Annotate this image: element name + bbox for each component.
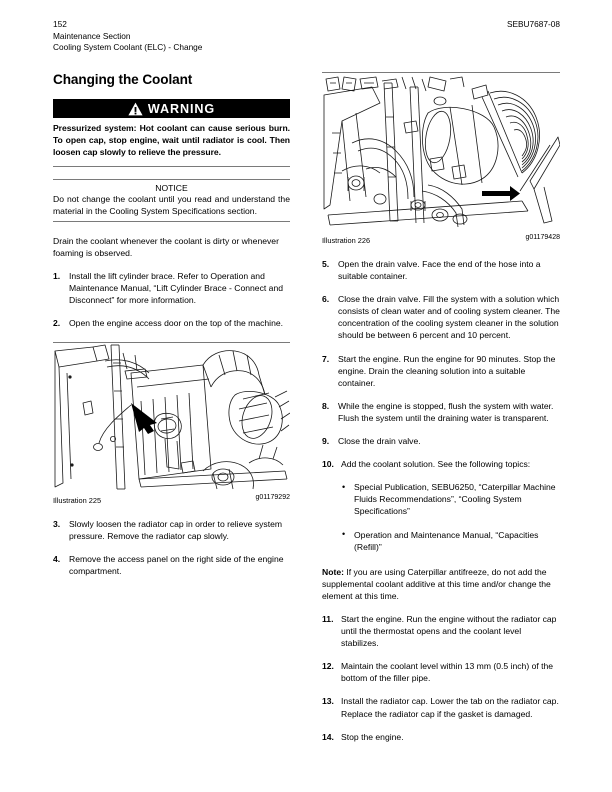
step-number: 10. bbox=[322, 459, 334, 470]
step-text: Stop the engine. bbox=[341, 731, 404, 742]
step-text: Slowly loosen the radiator cap in order to relieve system pressure. Remove the radiator cap slowly. bbox=[69, 519, 283, 542]
step-3 bbox=[53, 518, 290, 542]
step-text: Open the drain valve. Face the end of the hose into a suitable container. bbox=[338, 259, 541, 282]
step-14 bbox=[322, 731, 560, 743]
step-text: Remove the access panel on the right side of the engine compartment. bbox=[69, 554, 284, 577]
step-text: While the engine is stopped, flush the system with water. Flush the system until the draining water is transparent. bbox=[338, 400, 554, 423]
bullet-text: Operation and Maintenance Manual, “Capacities (Refill)” bbox=[354, 529, 539, 552]
step-number: 14. bbox=[322, 731, 334, 742]
step-text: Maintain the coolant level within 13 mm (0.5 inch) of the bottom of the filler pipe. bbox=[341, 661, 554, 684]
step-number: 9. bbox=[322, 436, 330, 447]
bullet-text: Special Publication, SEBU6250, “Caterpillar Machine Fluids Recommendations”, “Cooling System Specifications” bbox=[354, 482, 556, 517]
notice-divider-top bbox=[53, 179, 290, 180]
step-number: 2. bbox=[53, 318, 61, 328]
illustration-225-image bbox=[53, 343, 290, 491]
warning-triangle-icon bbox=[128, 102, 143, 116]
step-text: Install the lift cylinder brace. Refer to Operation and Maintenance Manual, “Lift Cylinder Brace - Connect and Disconnect” for more information. bbox=[69, 270, 284, 305]
step-text: Open the engine access door on the top of the machine. bbox=[69, 318, 284, 328]
intro-paragraph: Drain the coolant whenever the coolant is dirty or whenever foaming is observed. bbox=[53, 235, 279, 258]
step-text: Start the engine. Run the engine for 90 minutes. Stop the engine. Drain the cleaning solution into a suitable container. bbox=[338, 353, 556, 388]
step-7 bbox=[322, 353, 560, 389]
illustration-label: Illustration 225 bbox=[53, 496, 102, 506]
warning-label: WARNING bbox=[147, 101, 216, 116]
step-text: Start the engine. Run the engine without the radiator cap until the thermostat opens and the coolant level stabilizes. bbox=[341, 613, 557, 649]
warning-block bbox=[53, 99, 290, 167]
step-9 bbox=[322, 435, 560, 447]
step-number: 5. bbox=[322, 259, 330, 269]
step-1 bbox=[53, 270, 290, 306]
note-label: Note: bbox=[322, 566, 344, 577]
illustration-label: Illustration 226 bbox=[322, 236, 371, 245]
page-header bbox=[53, 19, 560, 61]
step-text: Add the coolant solution. See the following topics: bbox=[341, 459, 531, 470]
step-number: 7. bbox=[322, 353, 330, 364]
header-subsection: Cooling System Coolant (ELC) - Change bbox=[53, 42, 203, 53]
left-column bbox=[53, 72, 290, 577]
step-number: 6. bbox=[322, 294, 330, 305]
illustration-graphic-id: g01179428 bbox=[525, 234, 560, 241]
step-12 bbox=[322, 660, 560, 684]
step-11 bbox=[322, 613, 560, 649]
warning-text: Pressurized system: Hot coolant can cause serious burn. To open cap, stop engine, wait until radiator is cool. Then loosen cap slowly to relieve the pressure. bbox=[53, 123, 290, 157]
step-text: Close the drain valve. bbox=[338, 436, 421, 447]
illustration-225-caption bbox=[53, 494, 290, 507]
step-number: 11. bbox=[322, 613, 334, 624]
note-text: If you are using Caterpillar antifreeze, do not add the supplemental coolant additive at this time and/or change the element at this time. bbox=[322, 566, 551, 601]
header-section: Maintenance Section bbox=[53, 30, 131, 41]
header-left-block bbox=[53, 19, 202, 54]
step-8 bbox=[322, 400, 560, 424]
illustration-226-caption bbox=[322, 234, 560, 247]
notice-label: NOTICE bbox=[155, 182, 188, 193]
step-2 bbox=[53, 317, 290, 329]
step-number: 4. bbox=[53, 554, 61, 565]
step-6 bbox=[322, 293, 560, 341]
right-column bbox=[322, 72, 560, 743]
step-text: Close the drain valve. Fill the system with a solution which consists of clean water and of cooling system cleaner. The concentration of the cooling system cleaner in the solution should be between 6 percent and 10 percent. bbox=[338, 294, 560, 341]
step-number: 12. bbox=[322, 661, 334, 672]
illustration-226-block bbox=[322, 72, 560, 247]
illustration-graphic-id: g01179292 bbox=[255, 494, 290, 502]
notice-text: Do not change the coolant until you read and understand the material in the Cooling System Specifications section. bbox=[53, 193, 290, 216]
page-title: Changing the Coolant bbox=[53, 72, 193, 87]
illustration-226-image bbox=[322, 73, 560, 231]
step-number: 1. bbox=[53, 270, 61, 281]
step-13 bbox=[322, 695, 560, 719]
notice-divider-bottom bbox=[53, 221, 290, 222]
step-number: 8. bbox=[322, 400, 330, 411]
document-id: SEBU7687-08 bbox=[506, 19, 560, 29]
note-paragraph bbox=[322, 566, 560, 602]
step-number: 13. bbox=[322, 696, 334, 707]
notice-block bbox=[53, 179, 290, 222]
page-number: 152 bbox=[53, 19, 67, 29]
warning-divider bbox=[53, 166, 290, 167]
step-text: Install the radiator cap. Lower the tab on the radiator cap. Replace the radiator cap if the gasket is damaged. bbox=[341, 696, 559, 719]
bullet-item-1 bbox=[341, 481, 560, 517]
step-number: 3. bbox=[53, 519, 61, 530]
warning-banner bbox=[53, 99, 290, 118]
bullet-item-2 bbox=[341, 529, 560, 553]
step-5 bbox=[322, 258, 560, 282]
step-10 bbox=[322, 458, 560, 470]
illustration-225-block bbox=[53, 342, 290, 507]
step-4 bbox=[53, 553, 290, 577]
